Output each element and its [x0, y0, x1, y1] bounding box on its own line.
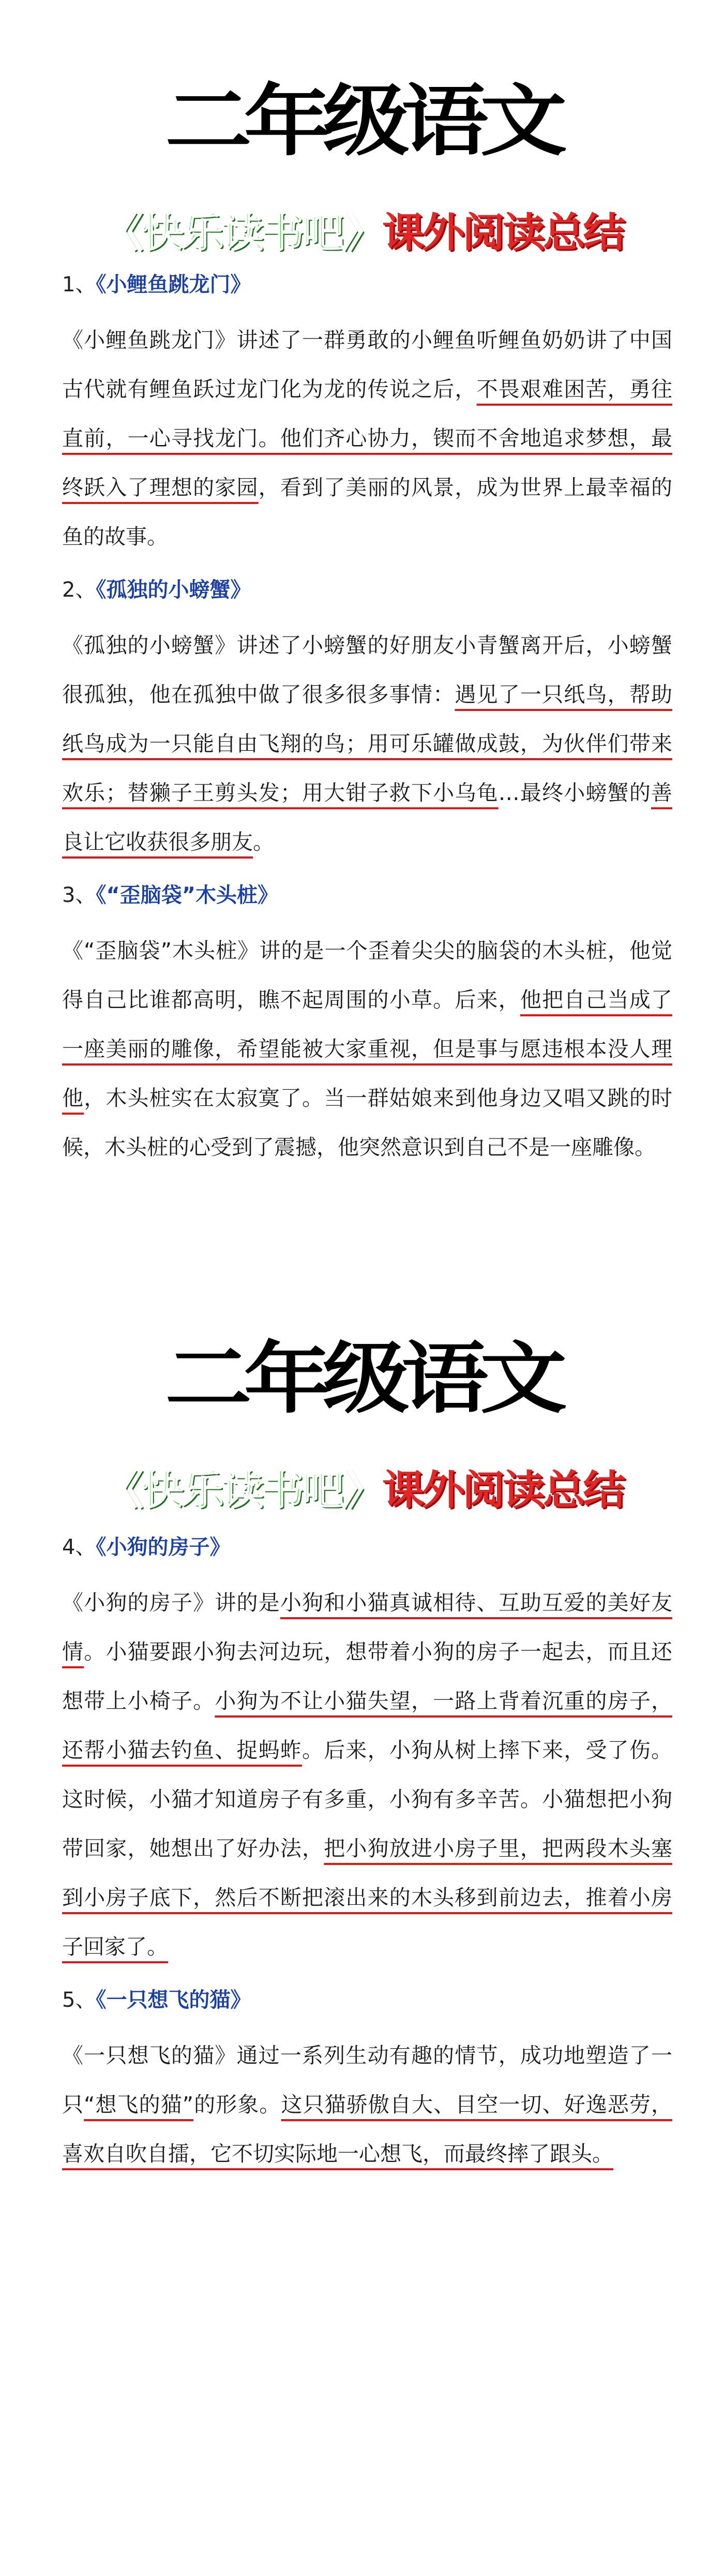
story-summary [62, 926, 672, 1172]
summary-highlight: 这只猫骄傲自大、目空一切、好逸恶劳，喜欢自吹自擂，它不切实际地一心想飞，而最终摔了跟头。 [62, 2092, 673, 2166]
story-item [62, 1985, 672, 2179]
page-title: 二年级语文 [165, 77, 559, 167]
story-summary [62, 2031, 672, 2179]
story-number: 4、 [62, 1535, 96, 1559]
page-subtitle [0, 1464, 724, 1516]
summary-highlight: 小狗和小猫真诚相待、互助互爱的美好友情 [62, 1590, 673, 1664]
story-title: 《孤独的小螃蟹》 [96, 578, 251, 602]
story-title: 《“歪脑袋”木头桩》 [96, 883, 279, 907]
story-item [62, 574, 672, 867]
summary-text: 《小狗的房子》讲的是 [62, 1590, 280, 1615]
story-summary [62, 316, 672, 561]
summary-text: 。 [253, 830, 274, 854]
summary-text: ，木头桩实在太寂寞了。当一群姑娘来到他身边又唱又跳的时候，木头桩的心受到了震撼，他突然意识到自己不是一座雕像。 [62, 1086, 672, 1160]
summary-text: 的形象。 [193, 2092, 281, 2117]
summary-highlight: 把小狗放进小房子里，把两段木头塞到小房子底下，然后不断把滚出来的木头移到前边去，推着小房子回家了。 [62, 1836, 673, 1959]
story-number: 1、 [62, 273, 96, 297]
summary-text: ，看到了美丽的风景，成为世界上最幸福的鱼的故事。 [62, 475, 673, 549]
story-heading [62, 880, 672, 911]
story-heading [62, 1532, 672, 1563]
summary-highlight: 遇见了一只纸鸟，帮助纸鸟成为一只能自由飞翔的鸟；用可乐罐做成鼓，为伙伴们带来欢乐；替獭子王剪头发；用大钳子救下小乌龟 [62, 682, 673, 805]
story-summary [62, 1578, 672, 1972]
story-number: 2、 [62, 578, 96, 602]
story-item [62, 880, 672, 1172]
summary-highlight: 善良让它收获很多朋友 [62, 780, 672, 854]
summary-highlight: 他把自己当成了一座美丽的雕像，希望能被大家重视，但是事与愿违根本没人理他 [62, 987, 673, 1111]
subtitle-summary: 课外阅读总结 [382, 210, 624, 256]
story-summary [62, 621, 672, 867]
story-heading [62, 269, 672, 300]
story-list [62, 269, 672, 1185]
summary-highlight: 小狗为不让小猫失望，一路上背着沉重的房子，还帮小猫去钓鱼、捉蚂蚱 [62, 1689, 672, 1763]
summary-section-2 [0, 1334, 724, 2166]
subtitle-book-name: 《快乐读书吧》 [100, 1467, 382, 1514]
page-subtitle [0, 207, 724, 259]
summary-text: 《孤独的小螃蟹》讲述了小螃蟹的好朋友小青蟹离开后，小螃蟹很孤独，他在孤独中做了很多很多事情： [62, 633, 672, 707]
summary-highlight: 不畏艰难困苦，勇往直前，一心寻找龙门。他们齐心协力，锲而不舍地追求梦想，最终跃入了理想的家园 [62, 377, 673, 500]
story-list [62, 1532, 672, 2192]
story-title: 《一只想飞的猫》 [96, 1988, 251, 2012]
story-number: 3、 [62, 883, 96, 907]
story-heading [62, 1985, 672, 2016]
story-title: 《小狗的房子》 [96, 1535, 231, 1559]
summary-highlight: “想飞的猫” [84, 2092, 194, 2117]
summary-text: …最终小螃蟹的 [498, 780, 651, 805]
story-title: 《小鲤鱼跳龙门》 [96, 273, 251, 297]
story-heading [62, 574, 672, 605]
subtitle-summary: 课外阅读总结 [382, 1467, 624, 1514]
summary-text: 。后来，小狗从树上摔下来，受了伤。这时候，小猫才知道房子有多重，小狗有多辛苦。小猫想把小狗带回家，她想出了好办法， [62, 1738, 673, 1861]
story-item [62, 1532, 672, 1972]
summary-section-1 [0, 77, 724, 1160]
summary-text: 。小猫要跟小狗去河边玩，想带着小狗的房子一起去，而且还想带上小椅子。 [62, 1639, 672, 1713]
story-item [62, 269, 672, 561]
subtitle-book-name: 《快乐读书吧》 [100, 210, 382, 256]
story-number: 5、 [62, 1988, 96, 2012]
summary-text: 《小鲤鱼跳龙门》讲述了一群勇敢的小鲤鱼听鲤鱼奶奶讲了中国古代就有鲤鱼跃过龙门化为龙的传说之后， [62, 328, 672, 402]
summary-text: 《一只想飞的猫》通过一系列生动有趣的情节，成功地塑造了一只 [62, 2043, 672, 2117]
page-title: 二年级语文 [165, 1334, 559, 1424]
summary-text: 《“歪脑袋”木头桩》讲的是一个歪着尖尖的脑袋的木头桩，他觉得自己比谁都高明，瞧不起周围的小草。后来， [62, 938, 672, 1012]
